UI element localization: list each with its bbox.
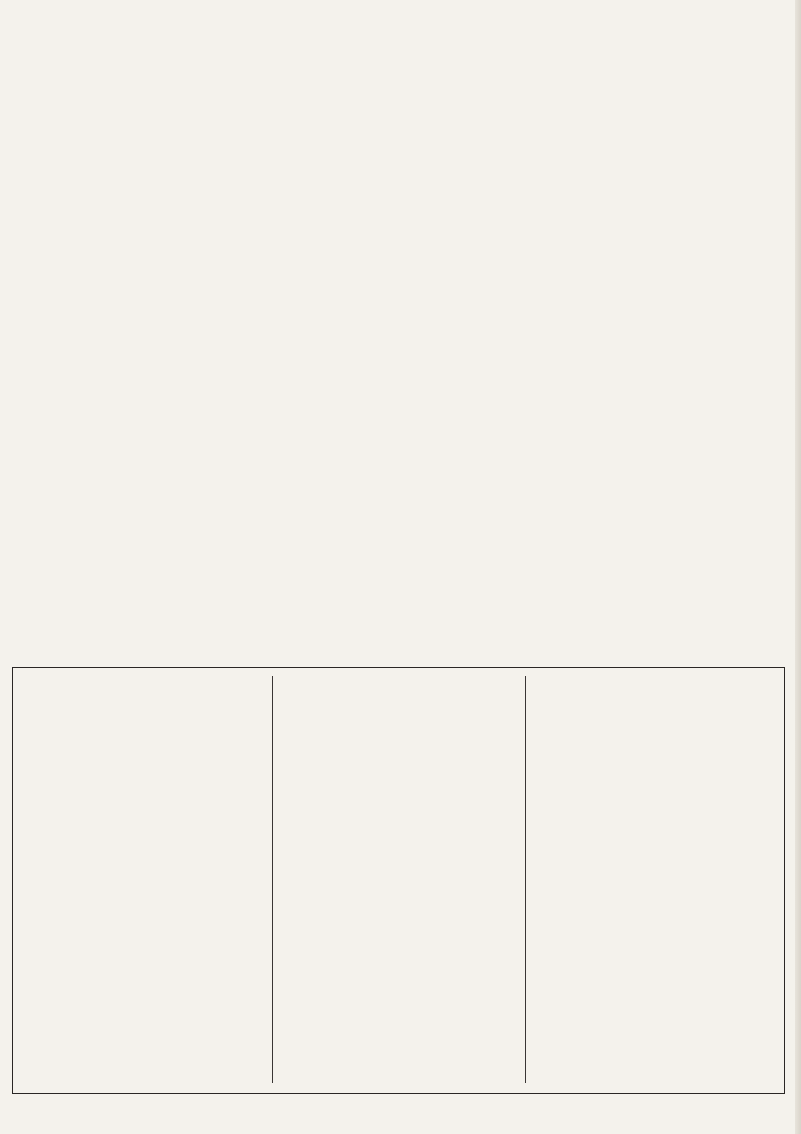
column-divider bbox=[525, 676, 526, 1083]
column-divider bbox=[272, 676, 273, 1083]
page-edge bbox=[795, 0, 801, 1134]
boxed-sidebar-frame bbox=[12, 667, 785, 1094]
page-footer bbox=[754, 1106, 759, 1120]
